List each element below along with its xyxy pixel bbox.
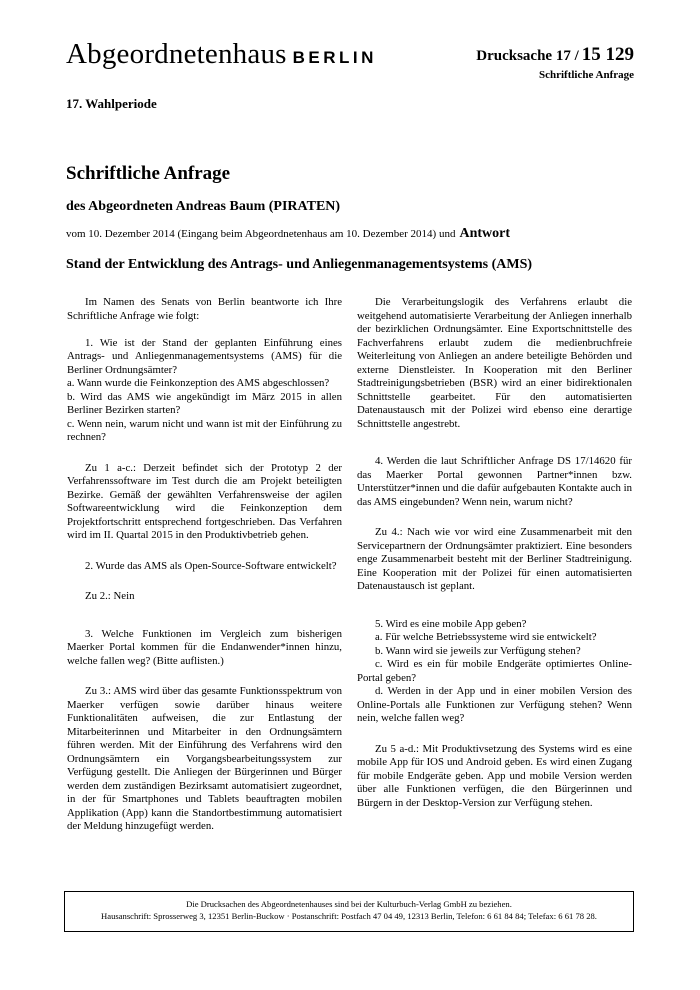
question-2: 2. Wurde das AMS als Open-Source-Software entwickelt? <box>85 559 337 572</box>
document-type: Schriftliche Anfrage <box>538 69 634 81</box>
question-4: 4. Werden die laut Schriftlicher Anfrage DS 17/14620 für das Maerker Portal gewonnen Partner*innen bzw. Unterstützer*innen und die dafür aufgebauten Kontakte auch in das AMS eingebunden? Wenn nein, warum nicht? <box>357 455 632 508</box>
question-5c: c. Wird es ein für mobile Endgeräte optimiertes Online-Portal geben? <box>357 658 632 684</box>
right-column <box>357 296 632 810</box>
question-5b: b. Wann wird sie jeweils zur Verfügung stehen? <box>375 644 581 657</box>
answer-3-continued: Die Verarbeitungslogik des Verfahrens erlaubt die weitgehend automatisierte Verarbeitung der Anliegen innerhalb der bezirklichen Ordnungsämter. Eine Exportschnittstelle des Fachverfahrens erlaubt zudem die medienbruchfreie Weiterleitung von Anliegen an andere beteiligte Behörden und externe Dienstleister. In Kooperation mit den Berliner Stadtreinigungsbetrieben (BSR) wird an einer bidirektionalen Schnittstelle gearbeitet. Für den automatisierten Datenaustausch mit der Polizei wird ebenso eine derartige Schnittstelle angestrebt. <box>357 296 632 430</box>
parliament-logo <box>66 38 377 71</box>
answer-1: Zu 1 a-c.: Derzeit befindet sich der Prototyp 2 der Verfahrenssoftware im Test durch die am Projekt beteiligten Bezirke. Gemäß der gewählten Verfahrensweise der agilen Softwareentwicklung wird die Feinkonzeption dem Projektfortschritt entsprechend fortgeschrieben. Das Verfahren wird im II. Quartal 2015 in den Produktivbetrieb gehen. <box>67 461 342 541</box>
footer-line-2: Hausanschrift: Sprosserweg 3, 12351 Berlin-Buckow · Postanschrift: Postfach 47 04 49, 12313 Berlin, Telefon: 6 61 84 84; Telefax: 6 61 78 28. <box>101 911 597 921</box>
subject-heading: Stand der Entwicklung des Antrags- und Anliegenmanagementsystems (AMS) <box>66 257 533 272</box>
page-title: Schriftliche Anfrage <box>66 163 231 184</box>
question-5: 5. Wird es eine mobile App geben? <box>375 617 527 630</box>
question-5d: d. Werden in der App und in einer mobilen Version des Online-Portals alle Funktionen zur Verfügung stehen? Wenn nein, welche fallen weg? <box>357 685 632 724</box>
logo-city: BERLIN <box>292 48 377 67</box>
logo-wordmark: Abgeordnetenhaus <box>66 38 287 70</box>
date-line <box>66 226 510 242</box>
intro-paragraph: Im Namen des Senats von Berlin beantworte ich Ihre Schriftliche Anfrage wie folgt: <box>67 296 342 322</box>
left-column <box>67 296 342 834</box>
question-1b: b. Wird das AMS wie angekündigt im März 2015 in allen Berliner Bezirken starten? <box>67 390 342 416</box>
drucksache-label: Drucksache 17 / <box>476 48 579 64</box>
answer-label: Antwort <box>459 226 511 241</box>
answer-4: Zu 4.: Nach wie vor wird eine Zusammenarbeit mit den Servicepartnern der Ordnungsämter praktiziert. Eine besonders enge Zusammenarbeit besteht mit der Berliner Stadtreinigung. Eine Kooperation mit der Polizei für einen automatisierten Datenaustausch ist geplant. <box>357 526 632 592</box>
wahlperiode: 17. Wahlperiode <box>66 96 157 111</box>
document-number <box>476 44 634 66</box>
question-3: 3. Welche Funktionen im Vergleich zum bisherigen Maerker Portal kommen für die Endanwender*innen hinzu, welche fallen weg? (Bitte auflisten.) <box>67 627 342 667</box>
author-line: des Abgeordneten Andreas Baum (PIRATEN) <box>66 199 341 214</box>
date-text: vom 10. Dezember 2014 (Eingang beim Abgeordnetenhaus am 10. Dezember 2014) und <box>66 228 456 240</box>
question-1c: c. Wenn nein, warum nicht und wann ist mit der Einführung zu rechnen? <box>67 417 342 443</box>
footer-line-1: Die Drucksachen des Abgeordnetenhauses sind bei der Kulturbuch-Verlag GmbH zu beziehen. <box>186 899 512 909</box>
question-1a: a. Wann wurde die Feinkonzeption des AMS abgeschlossen? <box>67 377 330 389</box>
answer-2: Zu 2.: Nein <box>85 590 135 602</box>
question-5a: a. Für welche Betriebssysteme wird sie entwickelt? <box>375 631 597 643</box>
answer-3: Zu 3.: AMS wird über das gesamte Funktionsspektrum von Maerker verfügen sowie darüber hinaus weitere Funktionalitäten aufweisen, die zur Entlastung der Mitarbeiterinnen und Mitarbeiter in den Ordnungsämtern führen werden. Mit der Einführung des Verfahrens wird den Ordnungsämtern ein Vorgangsbearbeitungssystem zur Verfügung gestellt. Die Anliegen der Bürgerinnen und Bürger werden dem zuständigen Bezirksamt automatisiert zugeordnet, in der für Smartphones und Tablets beauftragten mobilen Applikation (App) kann die Standortbestimmung automatisiert der Meldung hinzugefügt werden. <box>67 685 342 832</box>
footer-box <box>64 891 634 932</box>
answer-5: Zu 5 a-d.: Mit Produktivsetzung des Systems wird es eine mobile App für IOS und Android geben. Es wird einen Zugang für mobile Endgeräte geben. App und mobile Version werden über alle Funktionen verfügen, die den Bürgerinnen und Bürgern in der Desktop-Version zur Verfügung stehen. <box>357 742 632 809</box>
question-1: 1. Wie ist der Stand der geplanten Einführung eines Antrags- und Anliegenmanagementsystems (AMS) für die Berliner Ordnungsämter? <box>67 336 342 376</box>
drucksache-number: 15 129 <box>581 44 634 65</box>
